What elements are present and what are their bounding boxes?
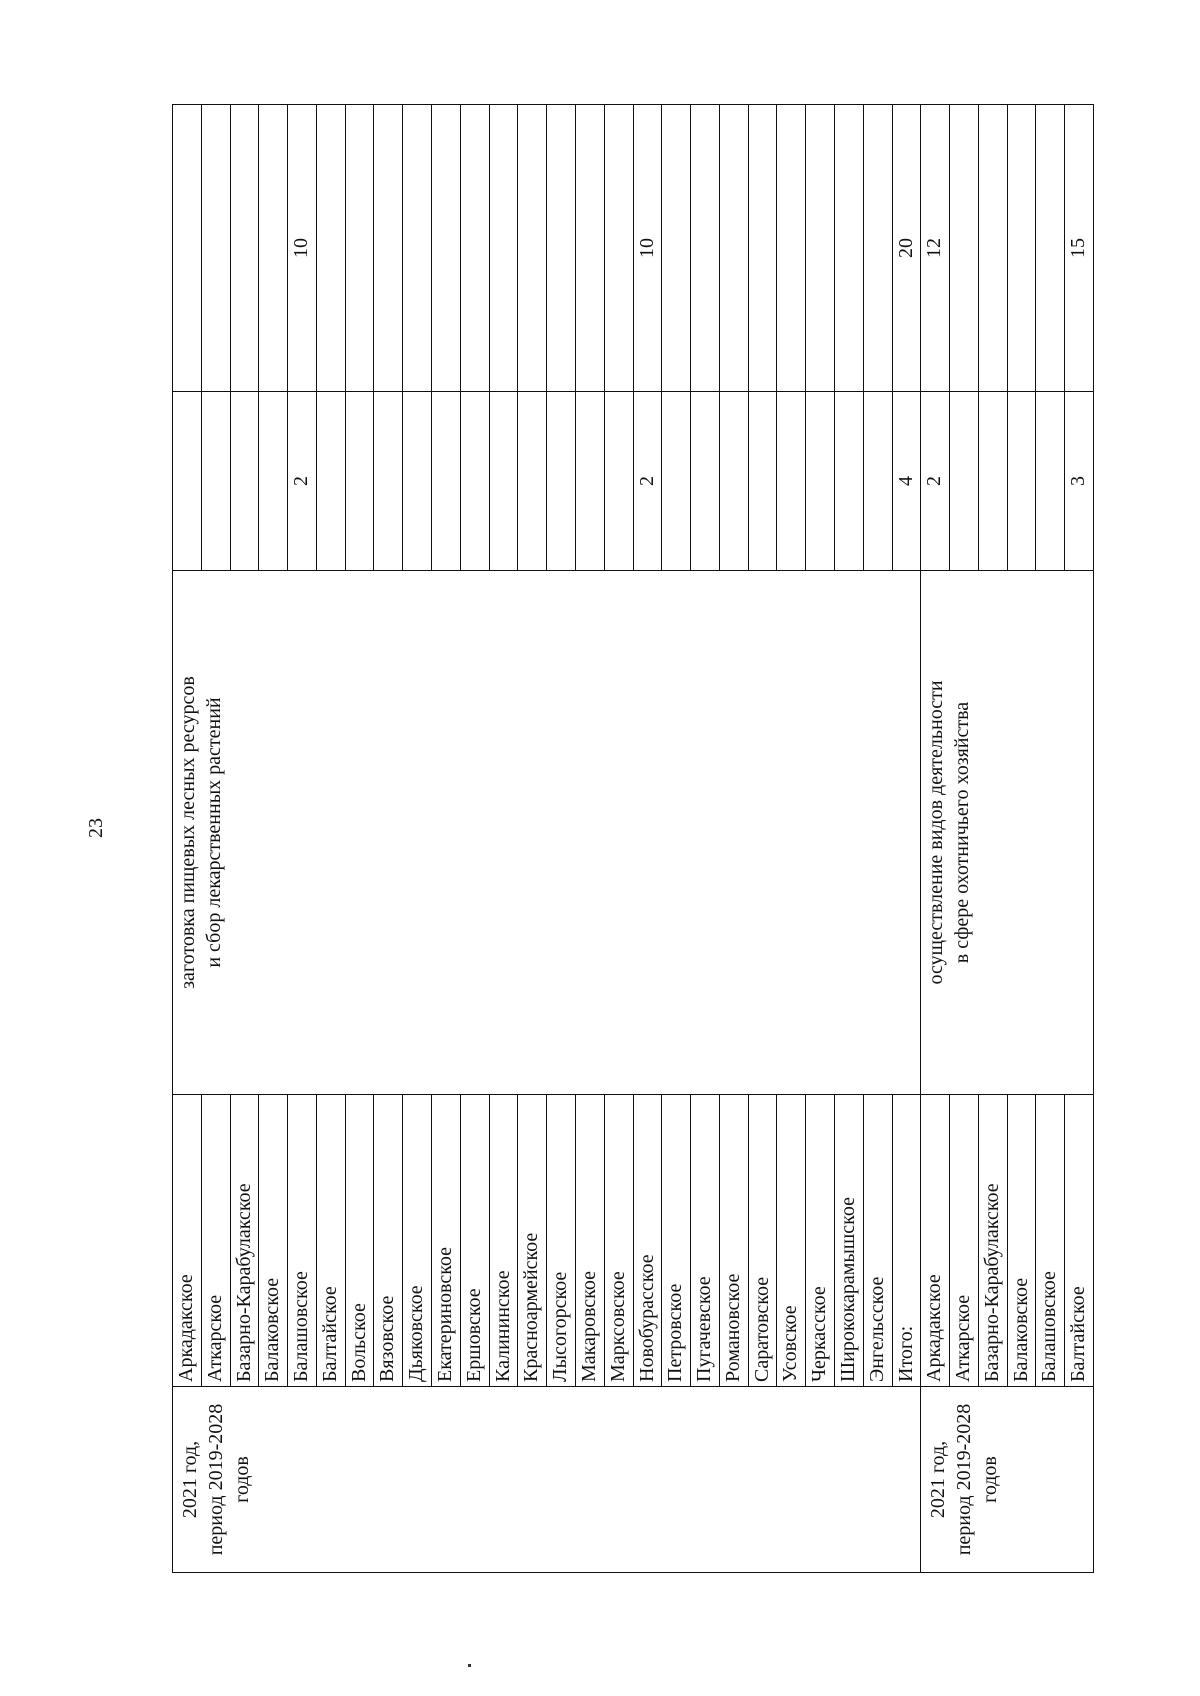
district-cell: Ершовское: [460, 1095, 489, 1387]
value-cell-1: [748, 392, 777, 571]
district-cell: Балашовское: [1036, 1095, 1065, 1387]
period-text: 2021 год, период 2019-2028 годов: [179, 1403, 253, 1556]
value-cell-2: [863, 105, 892, 392]
value-cell-1: [316, 392, 345, 571]
value-cell-2: [834, 105, 863, 392]
activity-cell: [921, 571, 1094, 1095]
value-cell-1: [834, 392, 863, 571]
district-cell: Макаровское: [575, 1095, 604, 1387]
value-cell-1: [374, 392, 403, 571]
value-cell-1: [604, 392, 633, 571]
district-cell: Вязовское: [374, 1095, 403, 1387]
value-cell-2: [662, 105, 691, 392]
value-cell-2: [1036, 105, 1065, 392]
district-cell: Аркадакское: [173, 1095, 202, 1387]
district-cell: Аткарское: [201, 1095, 230, 1387]
value-cell-2: [489, 105, 518, 392]
period-cell: [173, 1387, 921, 1573]
value-cell-2: [748, 105, 777, 392]
period-text: 2021 год, период 2019-2028 годов: [927, 1403, 1002, 1556]
value-cell-1: [518, 392, 547, 571]
district-cell: Марксовское: [604, 1095, 633, 1387]
value-cell-2: [374, 105, 403, 392]
page-number: 23: [85, 818, 107, 838]
value-cell-2: [978, 105, 1007, 392]
value-cell-1: [1007, 392, 1036, 571]
district-cell: Черкасское: [806, 1095, 835, 1387]
value-cell-1: [403, 392, 432, 571]
value-cell-1: [345, 392, 374, 571]
value-cell-1: [691, 392, 720, 571]
value-cell-2: [345, 105, 374, 392]
district-cell: Лысогорское: [547, 1095, 576, 1387]
period-cell: [921, 1387, 1094, 1573]
value-cell-2: [230, 105, 259, 392]
value-cell-1: [489, 392, 518, 571]
district-cell: Петровское: [662, 1095, 691, 1387]
district-cell: Балтайское: [316, 1095, 345, 1387]
value-cell-2: [547, 105, 576, 392]
district-cell: Ширококарамышское: [834, 1095, 863, 1387]
value-cell-2: [1007, 105, 1036, 392]
value-cell-2: [316, 105, 345, 392]
forest-use-table: [172, 104, 1094, 1573]
value-cell-1: [950, 392, 979, 571]
value-cell-1: [259, 392, 288, 571]
district-cell: Новобурасское: [633, 1095, 662, 1387]
district-cell: Красноармейское: [518, 1095, 547, 1387]
district-cell: Саратовское: [748, 1095, 777, 1387]
activity-cell: [173, 571, 921, 1095]
value-cell-1: [230, 392, 259, 571]
district-cell: Балашовское: [288, 1095, 317, 1387]
activity-text: осуществление видов деятельности в сфере охотничьего хозяйства: [925, 680, 974, 985]
value-cell-2: 10: [633, 105, 662, 392]
district-cell: Базарно-Карабулакское: [230, 1095, 259, 1387]
value-cell-1: [978, 392, 1007, 571]
value-cell-2: [950, 105, 979, 392]
value-cell-1: [575, 392, 604, 571]
district-cell: Базарно-Карабулакское: [978, 1095, 1007, 1387]
value-cell-1: [863, 392, 892, 571]
value-cell-1: [777, 392, 806, 571]
value-cell-1: 4: [892, 392, 921, 571]
district-cell: Дьяковское: [403, 1095, 432, 1387]
district-cell: Балтайское: [1065, 1095, 1094, 1387]
activity-text: заготовка пищевых лесных ресурсов и сбор лекарственных растений: [177, 676, 225, 989]
value-cell-1: [432, 392, 461, 571]
value-cell-1: [173, 392, 202, 571]
district-cell: Итого:: [892, 1095, 921, 1387]
rotated-table-container: [172, 105, 1093, 1573]
district-cell: Пугачевское: [691, 1095, 720, 1387]
district-cell: Балаковское: [1007, 1095, 1036, 1387]
value-cell-1: [719, 392, 748, 571]
value-cell-2: [173, 105, 202, 392]
value-cell-2: [719, 105, 748, 392]
value-cell-1: [1036, 392, 1065, 571]
district-cell: Энгельсское: [863, 1095, 892, 1387]
value-cell-2: 10: [288, 105, 317, 392]
scan-speck: [468, 1664, 471, 1667]
district-cell: Балаковское: [259, 1095, 288, 1387]
table-row: [921, 105, 950, 1573]
district-cell: Усовское: [777, 1095, 806, 1387]
value-cell-2: 20: [892, 105, 921, 392]
value-cell-2: [691, 105, 720, 392]
value-cell-2: 12: [921, 105, 950, 392]
value-cell-1: 2: [921, 392, 950, 571]
value-cell-2: [777, 105, 806, 392]
value-cell-2: [575, 105, 604, 392]
value-cell-2: [259, 105, 288, 392]
value-cell-2: [806, 105, 835, 392]
district-cell: Аркадакское: [921, 1095, 950, 1387]
value-cell-1: [201, 392, 230, 571]
district-cell: Екатериновское: [432, 1095, 461, 1387]
value-cell-1: [806, 392, 835, 571]
value-cell-2: [403, 105, 432, 392]
value-cell-1: [460, 392, 489, 571]
value-cell-1: 2: [633, 392, 662, 571]
value-cell-2: 15: [1065, 105, 1094, 392]
district-cell: Калининское: [489, 1095, 518, 1387]
value-cell-2: [518, 105, 547, 392]
value-cell-1: 3: [1065, 392, 1094, 571]
value-cell-1: [547, 392, 576, 571]
district-cell: Вольское: [345, 1095, 374, 1387]
value-cell-2: [432, 105, 461, 392]
district-cell: Аткарское: [950, 1095, 979, 1387]
table-row: [173, 105, 202, 1573]
value-cell-2: [460, 105, 489, 392]
district-cell: Романовское: [719, 1095, 748, 1387]
value-cell-2: [604, 105, 633, 392]
value-cell-1: [662, 392, 691, 571]
value-cell-2: [201, 105, 230, 392]
value-cell-1: 2: [288, 392, 317, 571]
